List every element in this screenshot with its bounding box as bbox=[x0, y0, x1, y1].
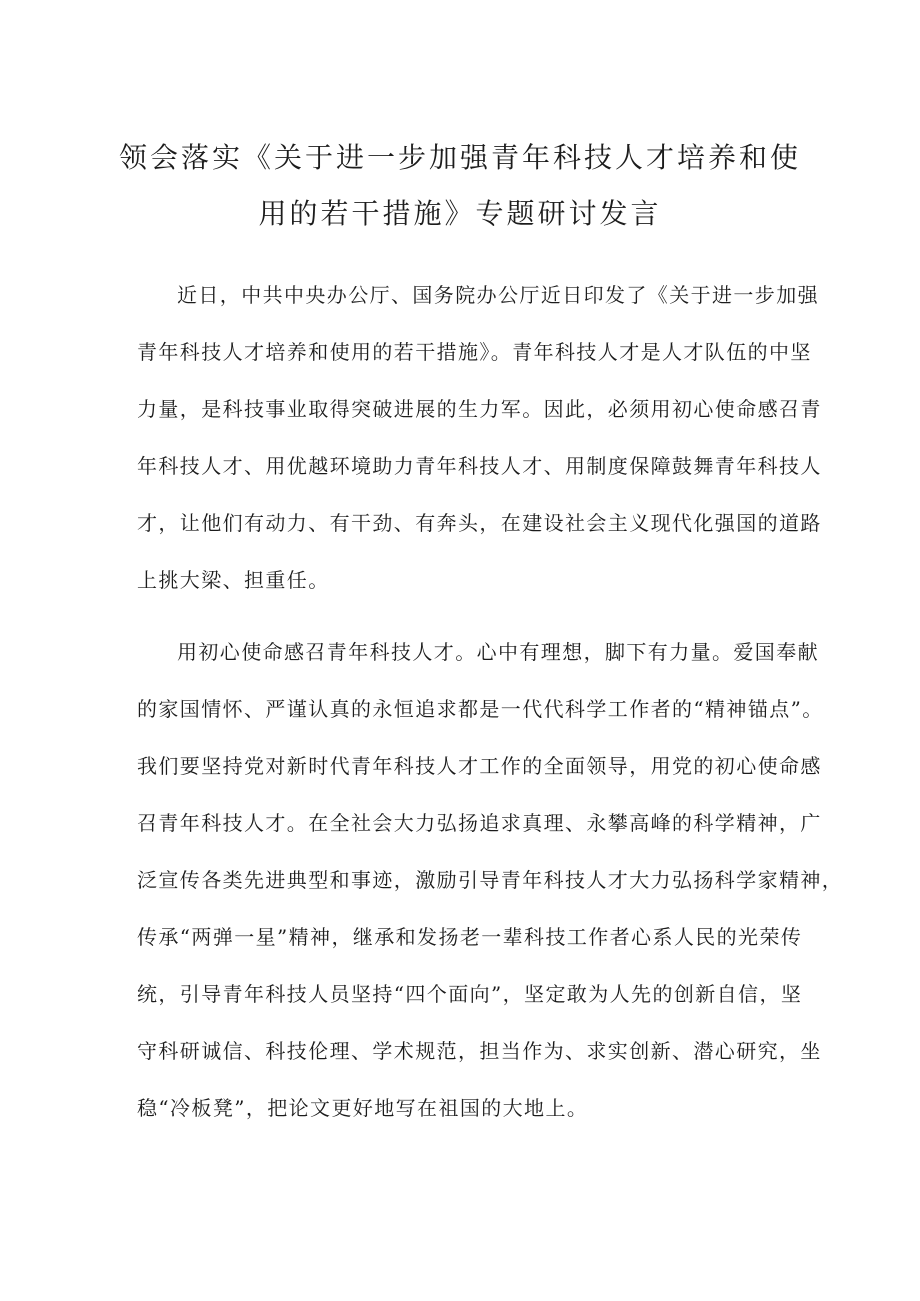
paragraph-1-line: 青年科技人才培养和使用的若干措施》。青年科技人才是人才队伍的中坚 bbox=[137, 340, 812, 364]
paragraph-1-line: 年科技人才、用优越环境助力青年科技人才、用制度保障鼓舞青年科技人 bbox=[137, 454, 822, 478]
paragraph-2-line: 稳“冷板凳”，把论文更好地写在祖国的大地上。 bbox=[137, 1096, 589, 1120]
paragraph-2-line: 守科研诚信、科技伦理、学术规范，担当作为、求实创新、潜心研究，坐 bbox=[137, 1039, 822, 1063]
paragraph-1-line: 才，让他们有动力、有干劲、有奔头，在建设社会主义现代化强国的道路 bbox=[137, 511, 822, 535]
paragraph-2-line: 的家国情怀、严谨认真的永恒追求都是一代代科学工作者的“精神锚点”。 bbox=[137, 697, 824, 721]
paragraph-2-line: 我们要坚持党对新时代青年科技人才工作的全面领导，用党的初心使命感 bbox=[137, 754, 822, 778]
paragraph-1-line: 上挑大梁、担重任。 bbox=[137, 568, 330, 592]
paragraph-2-line: 传承“两弹一星”精神，继承和发扬老一辈科技工作者心系人民的光荣传 bbox=[137, 925, 803, 949]
document-title-line-1: 领会落实《关于进一步加强青年科技人才培养和使 bbox=[118, 141, 801, 174]
paragraph-2-line: 召青年科技人才。在全社会大力弘扬追求真理、永攀高峰的科学精神，广 bbox=[137, 811, 822, 835]
paragraph-2-line: 泛宣传各类先进典型和事迹，激励引导青年科技人才大力弘扬科学家精神， bbox=[137, 868, 844, 892]
paragraph-1-line: 近日，中共中央办公厅、国务院办公厅近日印发了《关于进一步加强 bbox=[177, 283, 819, 307]
paragraph-2-line: 用初心使命感召青年科技人才。心中有理想，脚下有力量。爱国奉献 bbox=[177, 640, 819, 664]
paragraph-1-line: 力量，是科技事业取得突破进展的生力军。因此，必须用初心使命感召青 bbox=[137, 397, 822, 421]
document-title-line-2: 用的若干措施》专题研讨发言 bbox=[258, 197, 662, 230]
paragraph-2-line: 统，引导青年科技人员坚持“四个面向”，坚定敢为人先的创新自信，坚 bbox=[137, 982, 803, 1006]
